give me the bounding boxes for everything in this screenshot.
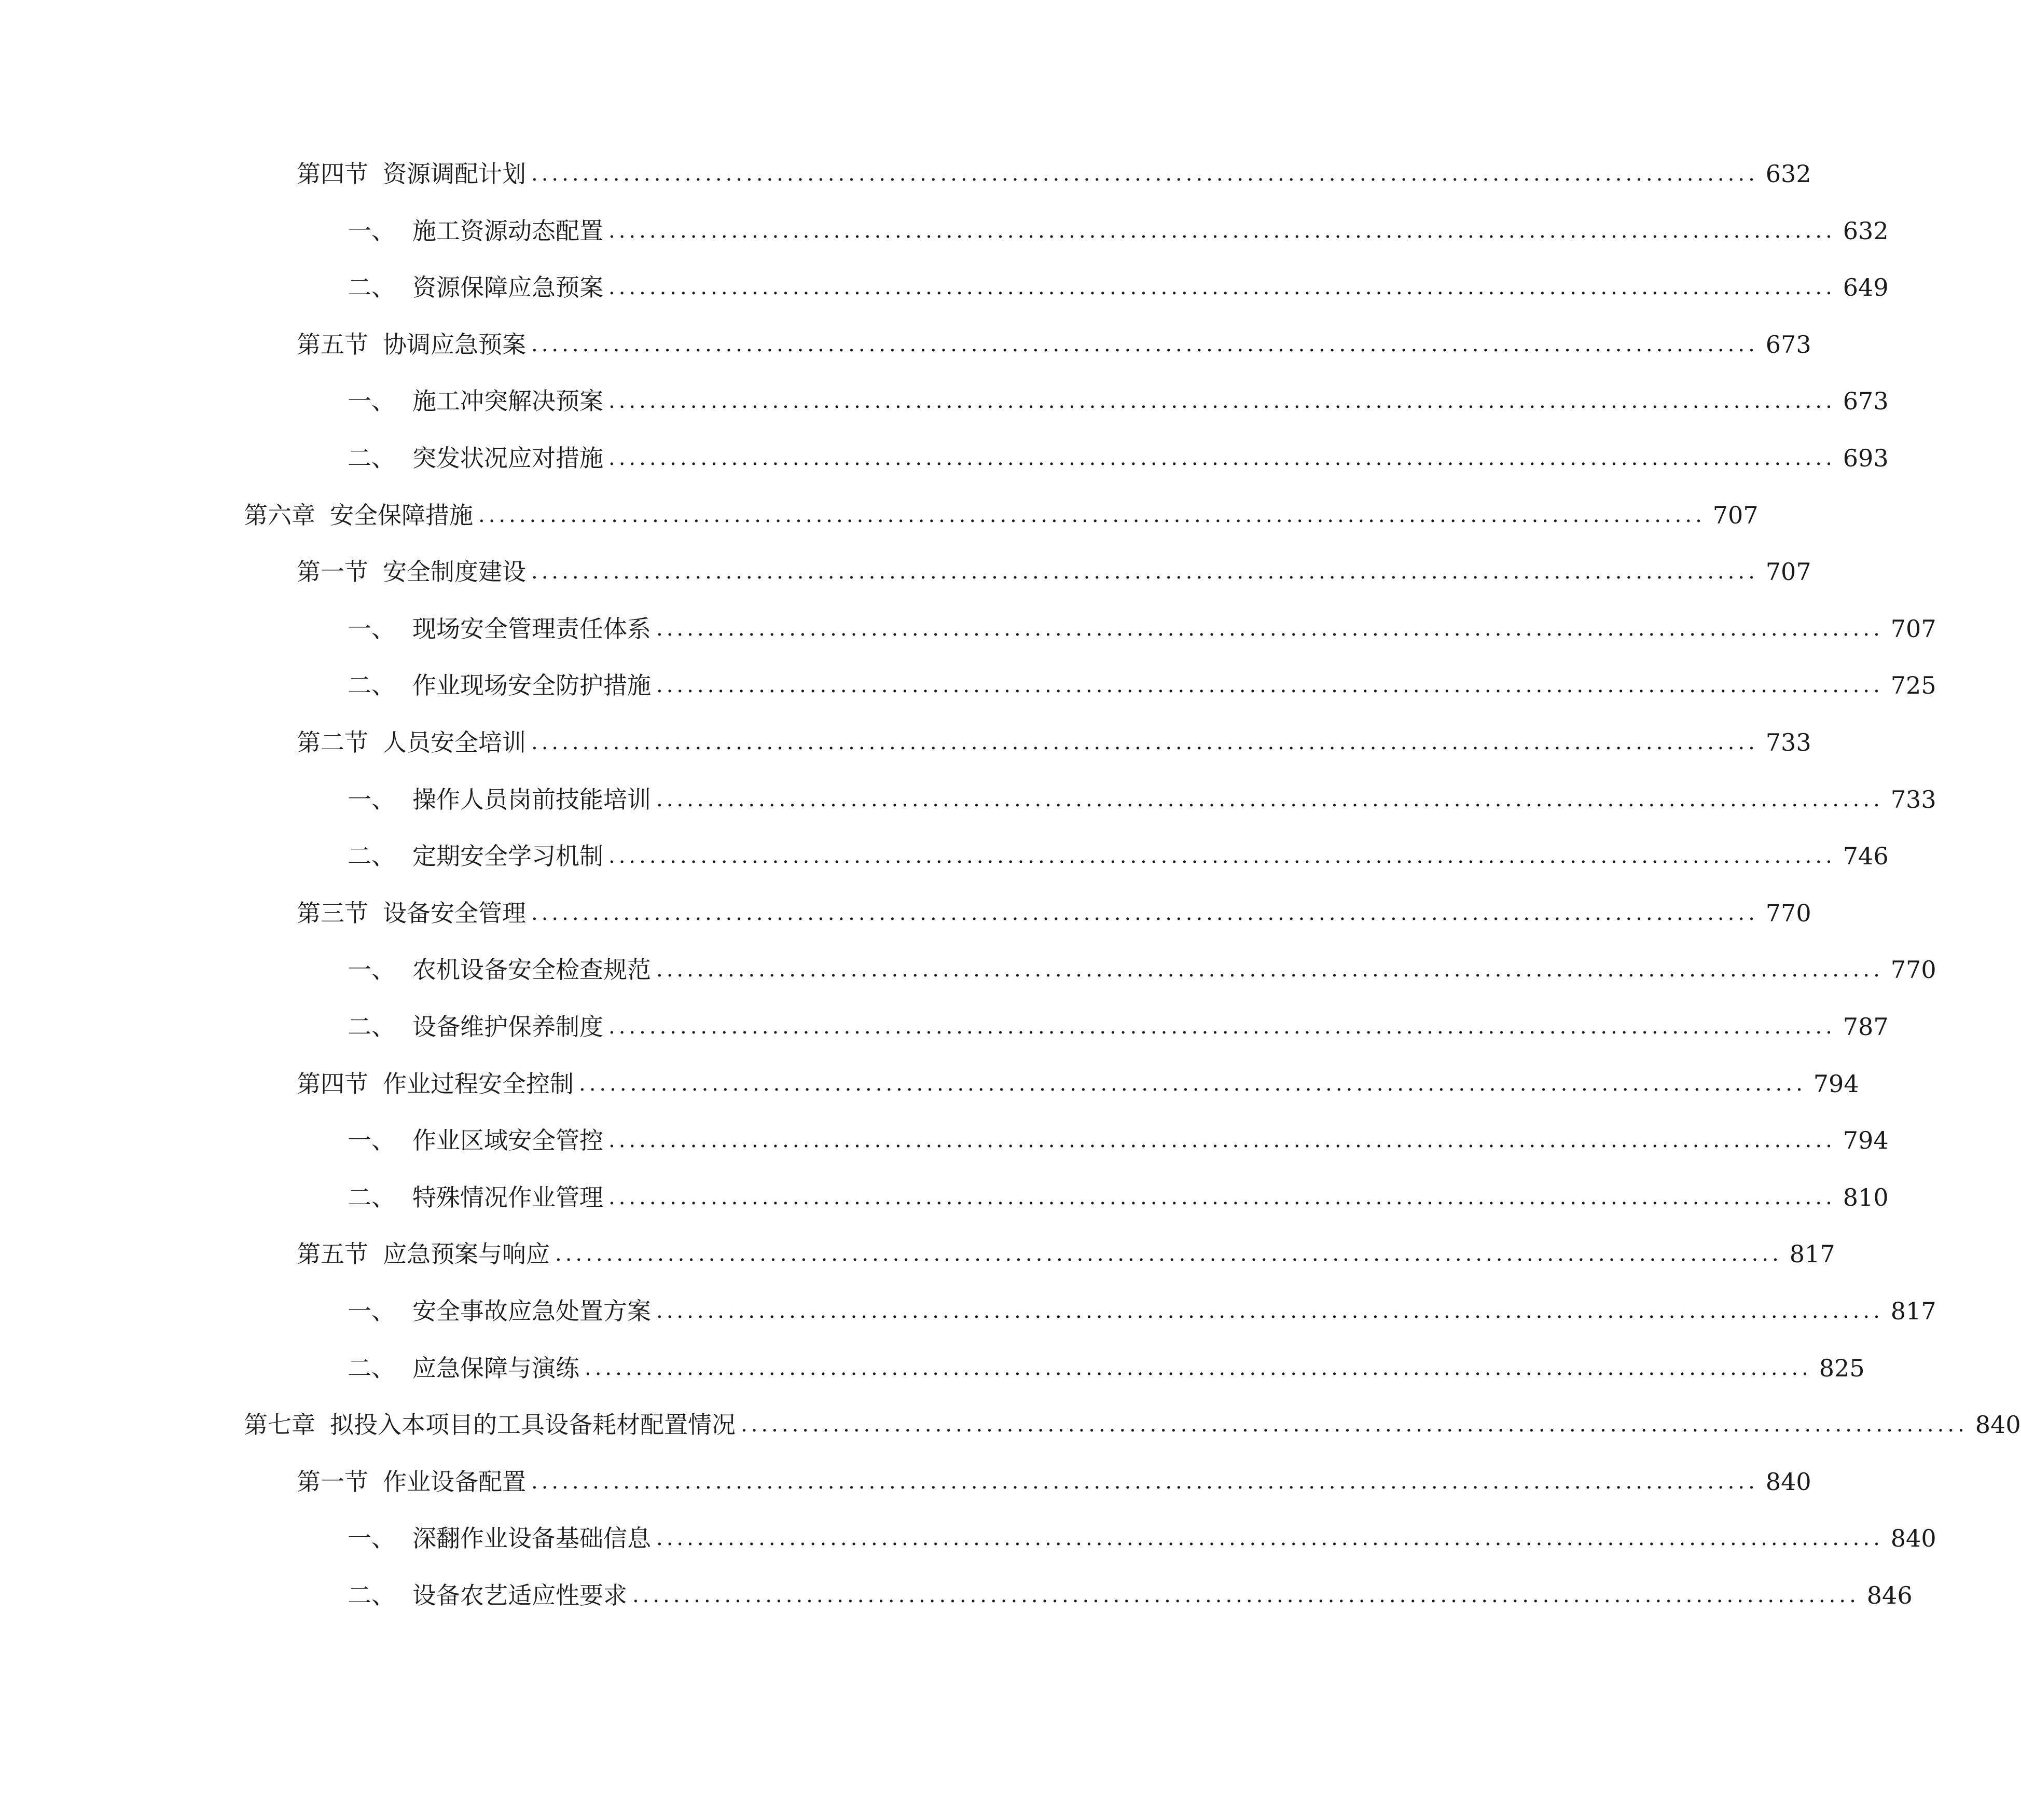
toc-entry-page-number: 632	[1765, 160, 1811, 188]
toc-entry-page-number: 817	[1789, 1240, 1835, 1268]
dot-leader: ........................................................................................................................	[608, 844, 1836, 868]
dot-leader: ........................................................................................................................	[656, 788, 1884, 811]
dot-leader: ........................................................................................................................	[531, 730, 1759, 754]
toc-entry-item[interactable]	[348, 1009, 1889, 1045]
toc-entry-page-number: 707	[1712, 501, 1759, 529]
toc-entry-number: 二、	[348, 444, 395, 472]
toc-entry-title: 操作人员岗前技能培训	[412, 785, 651, 814]
toc-entry-item[interactable]	[348, 213, 1889, 249]
dot-leader: ........................................................................................................................	[555, 1242, 1782, 1266]
toc-entry-page-number: 810	[1843, 1183, 1889, 1211]
dot-leader: ........................................................................................................................	[608, 1185, 1836, 1209]
toc-entry-title: 设备农艺适应性要求	[412, 1581, 627, 1609]
dot-leader: ........................................................................................................................	[608, 1128, 1836, 1152]
dot-leader: ........................................................................................................................	[608, 275, 1836, 299]
toc-entry-section[interactable]	[297, 554, 1811, 590]
toc-entry-number: 第二节	[297, 728, 368, 756]
dot-leader: ........................................................................................................................	[656, 1526, 1884, 1550]
toc-entry-number: 一、	[348, 956, 395, 984]
toc-entry-section[interactable]	[297, 724, 1811, 761]
dot-leader: ........................................................................................................................	[531, 560, 1759, 584]
toc-entry-number: 第五节	[297, 330, 368, 359]
toc-entry-section[interactable]	[297, 156, 1811, 192]
toc-entry-item[interactable]	[348, 1293, 1936, 1329]
toc-entry-title: 资源调配计划	[383, 160, 526, 188]
toc-entry-item[interactable]	[348, 611, 1936, 647]
toc-entry-number: 第一节	[297, 1468, 368, 1496]
dot-leader: ........................................................................................................................	[656, 673, 1884, 697]
toc-entry-page-number: 817	[1890, 1297, 1936, 1325]
toc-entry-page-number: 725	[1890, 671, 1936, 699]
toc-entry-number: 第四节	[297, 160, 368, 188]
dot-leader: ........................................................................................................................	[656, 958, 1884, 982]
toc-entry-item[interactable]	[348, 1179, 1889, 1216]
toc-entry-number: 一、	[348, 615, 395, 643]
toc-entry-number: 第五节	[297, 1240, 368, 1268]
toc-entry-page-number: 733	[1890, 785, 1936, 814]
toc-entry-page-number: 673	[1843, 387, 1889, 415]
toc-entry-section[interactable]	[297, 326, 1811, 363]
toc-entry-page-number: 770	[1765, 899, 1811, 927]
toc-entry-number: 一、	[348, 387, 395, 415]
toc-entry-number: 第七章	[244, 1411, 315, 1439]
dot-leader: ........................................................................................................................	[608, 1015, 1836, 1039]
toc-entry-number: 二、	[348, 1183, 395, 1211]
toc-entry-title: 安全事故应急处置方案	[412, 1297, 651, 1325]
toc-entry-item[interactable]	[348, 269, 1889, 306]
toc-entry-item[interactable]	[348, 1350, 1865, 1386]
toc-entry-number: 一、	[348, 1524, 395, 1552]
toc-entry-page-number: 787	[1843, 1013, 1889, 1041]
toc-entry-page-number: 794	[1843, 1126, 1889, 1154]
toc-entry-title: 设备维护保养制度	[412, 1013, 603, 1041]
toc-entry-title: 人员安全培训	[383, 728, 526, 756]
toc-entry-number: 第六章	[244, 501, 315, 529]
toc-entry-page-number: 673	[1765, 330, 1811, 359]
toc-entry-item[interactable]	[348, 440, 1889, 476]
toc-entry-item[interactable]	[348, 1577, 1913, 1614]
toc-entry-item[interactable]	[348, 781, 1936, 818]
toc-entry-number: 二、	[348, 671, 395, 699]
toc-entry-title: 定期安全学习机制	[412, 842, 603, 870]
toc-entry-page-number: 707	[1765, 558, 1811, 586]
toc-entry-title: 作业现场安全防护措施	[412, 671, 651, 699]
toc-entry-number: 一、	[348, 1126, 395, 1154]
toc-entry-chapter[interactable]	[244, 1407, 2021, 1443]
toc-entry-page-number: 746	[1843, 842, 1889, 870]
toc-entry-page-number: 770	[1890, 956, 1936, 984]
dot-leader: ........................................................................................................................	[608, 219, 1836, 243]
toc-entry-title: 特殊情况作业管理	[412, 1183, 603, 1211]
dot-leader: ........................................................................................................................	[632, 1583, 1860, 1607]
dot-leader: ........................................................................................................................	[656, 1299, 1884, 1323]
toc-entry-title: 拟投入本项目的工具设备耗材配置情况	[330, 1411, 736, 1439]
dot-leader: ........................................................................................................................	[531, 333, 1759, 356]
toc-entry-page-number: 825	[1819, 1354, 1865, 1382]
toc-entry-title: 设备安全管理	[383, 899, 526, 927]
dot-leader: ........................................................................................................................	[531, 162, 1759, 186]
toc-entry-number: 一、	[348, 1297, 395, 1325]
toc-entry-number: 二、	[348, 842, 395, 870]
dot-leader: ........................................................................................................................	[531, 1470, 1759, 1494]
toc-entry-title: 作业设备配置	[383, 1468, 526, 1496]
toc-entry-page-number: 707	[1890, 615, 1936, 643]
toc-entry-page-number: 846	[1866, 1581, 1913, 1609]
toc-entry-title: 资源保障应急预案	[412, 273, 603, 301]
dot-leader: ........................................................................................................................	[656, 617, 1884, 641]
toc-entry-title: 现场安全管理责任体系	[412, 615, 651, 643]
toc-entry-number: 一、	[348, 217, 395, 245]
toc-entry-number: 第三节	[297, 899, 368, 927]
toc-entry-title: 施工资源动态配置	[412, 217, 603, 245]
toc-entry-title: 施工冲突解决预案	[412, 387, 603, 415]
toc-entry-page-number: 840	[1975, 1411, 2021, 1439]
toc-entry-number: 二、	[348, 1013, 395, 1041]
dot-leader: ........................................................................................................................	[531, 901, 1759, 925]
toc-entry-title: 协调应急预案	[383, 330, 526, 359]
toc-entry-item[interactable]	[348, 1520, 1936, 1556]
toc-entry-page-number: 733	[1765, 728, 1811, 756]
toc-entry-title: 作业区域安全管控	[412, 1126, 603, 1154]
toc-entry-page-number: 840	[1890, 1524, 1936, 1552]
toc-entry-item[interactable]	[348, 952, 1936, 988]
toc-entry-number: 一、	[348, 785, 395, 814]
toc-entry-title: 安全保障措施	[330, 501, 473, 529]
toc-entry-page-number: 632	[1843, 217, 1889, 245]
toc-entry-number: 二、	[348, 1354, 395, 1382]
toc-entry-item[interactable]	[348, 838, 1889, 874]
dot-leader: ........................................................................................................................	[608, 389, 1836, 413]
dot-leader: ........................................................................................................................	[585, 1356, 1812, 1380]
dot-leader: ........................................................................................................................	[741, 1413, 1968, 1437]
toc-entry-item[interactable]	[348, 667, 1936, 704]
dot-leader: ........................................................................................................................	[579, 1072, 1806, 1096]
toc-entry-title: 突发状况应对措施	[412, 444, 603, 472]
toc-entry-section[interactable]	[297, 1236, 1835, 1272]
toc-entry-title: 深翻作业设备基础信息	[412, 1524, 651, 1552]
toc-entry-title: 安全制度建设	[383, 558, 526, 586]
toc-entry-section[interactable]	[297, 1464, 1811, 1500]
toc-entry-title: 应急保障与演练	[412, 1354, 579, 1382]
toc-entry-page-number: 794	[1813, 1070, 1859, 1098]
toc-entry-title: 应急预案与响应	[383, 1240, 550, 1268]
toc-entry-number: 二、	[348, 1581, 395, 1609]
toc-entry-page-number: 840	[1765, 1468, 1811, 1496]
toc-entry-page-number: 649	[1843, 273, 1889, 301]
toc-entry-item[interactable]	[348, 383, 1889, 419]
dot-leader: ........................................................................................................................	[608, 446, 1836, 470]
toc-entry-number: 第一节	[297, 558, 368, 586]
toc-entry-section[interactable]	[297, 1066, 1859, 1102]
toc-entry-page-number: 693	[1843, 444, 1889, 472]
toc-entry-title: 作业过程安全控制	[383, 1070, 574, 1098]
toc-entry-number: 第四节	[297, 1070, 368, 1098]
toc-entry-section[interactable]	[297, 895, 1811, 931]
toc-entry-item[interactable]	[348, 1122, 1889, 1159]
toc-entry-number: 二、	[348, 273, 395, 301]
dot-leader: ........................................................................................................................	[478, 503, 1706, 527]
toc-entry-chapter[interactable]	[244, 497, 1759, 533]
toc-entry-title: 农机设备安全检查规范	[412, 956, 651, 984]
